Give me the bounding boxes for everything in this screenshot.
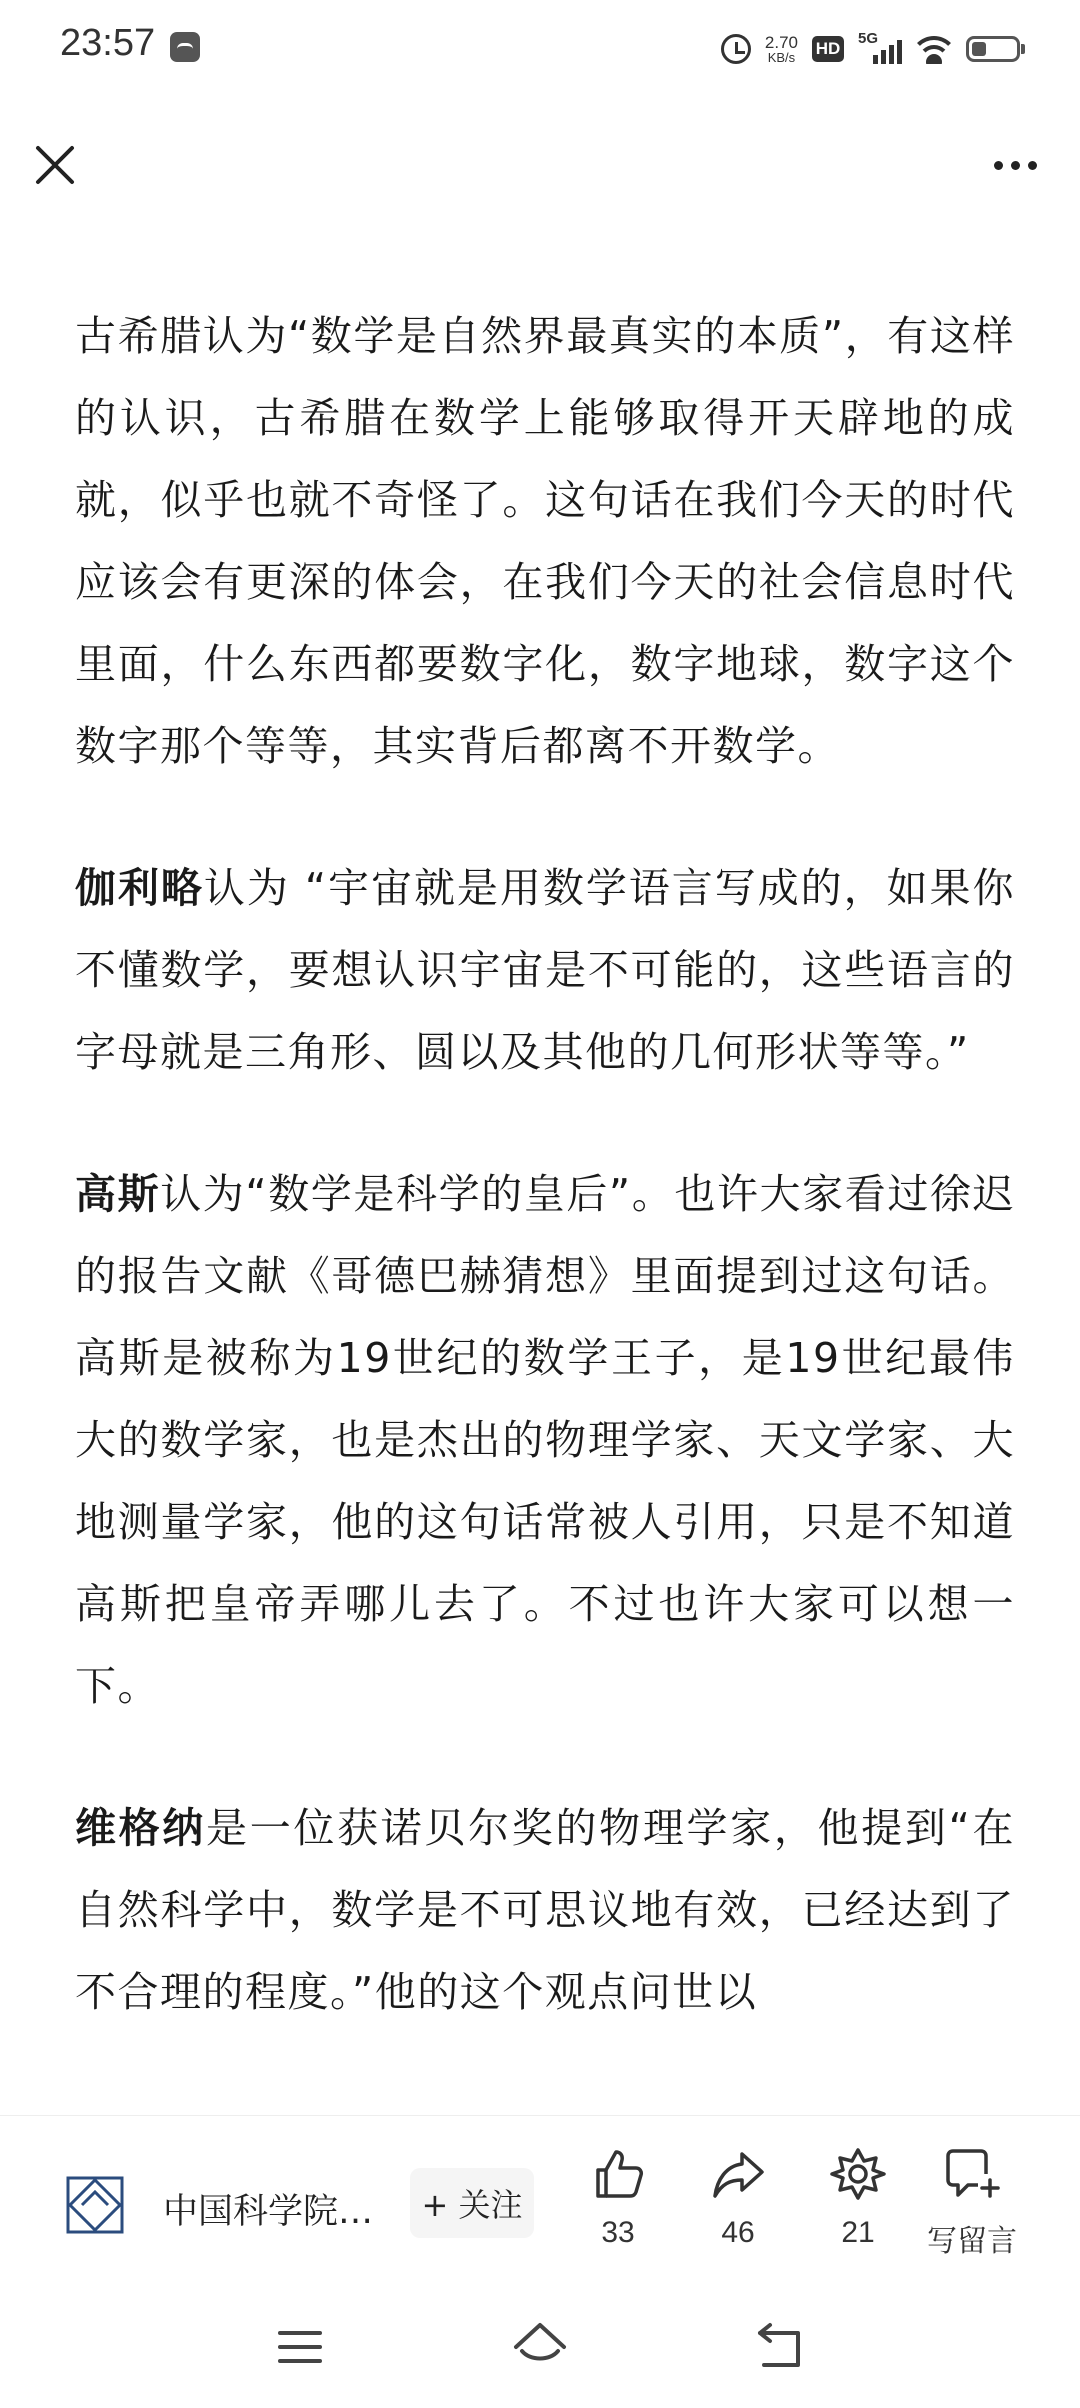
battery-icon [966, 36, 1020, 62]
back-icon[interactable] [750, 2317, 810, 2377]
paragraph-text: 古希腊认为“数学是自然界最真实的本质”，有这样的认识，古希腊在数学上能够取得开天辟地的成就，似乎也就不奇怪了。这句话在我们今天的时代应该会有更深的体会，在我们今天的社会信息时代里面，什么东西都要数字化，数字地球，数字这个数字那个等等，其实背后都离不开数学。 [75, 312, 1015, 770]
more-icon-dot [1011, 161, 1020, 170]
article-paragraph [75, 847, 1015, 1093]
paragraph-text: 认为“数学是科学的皇后”。也许大家看过徐迟的报告文献《哥德巴赫猜想》里面提到过这句话。高斯是被称为19世纪的数学王子，是19世纪最伟大的数学家，也是杰出的物理学家、天文学家、大地测量学家，他的这句话常被人引用，只是不知道高斯把皇帝弄哪儿去了。不过也许大家可以想一下。 [75, 1170, 1015, 1710]
more-icon-dot [1028, 161, 1037, 170]
like-button[interactable] [590, 2146, 646, 2250]
close-icon [30, 140, 80, 190]
highlighted-name: 伽利略 [75, 864, 204, 912]
menu-icon[interactable] [270, 2317, 330, 2377]
comment-add-icon [944, 2146, 1000, 2202]
hd-icon: HD [812, 36, 844, 62]
status-time: 23:57 [60, 22, 156, 64]
more-button[interactable] [980, 140, 1050, 190]
follow-button[interactable]: + 关注 [410, 2168, 534, 2238]
share-arrow-icon [710, 2146, 766, 2202]
write-comment-button[interactable] [927, 2146, 1017, 2260]
write-comment-label: 写留言 [927, 2224, 1017, 2259]
article-body [75, 295, 1015, 2093]
app-notification-icon [170, 32, 200, 62]
home-icon[interactable] [510, 2317, 570, 2377]
wifi-icon [916, 34, 952, 64]
share-button[interactable] [710, 2146, 766, 2250]
status-icons [721, 26, 1020, 72]
network-speed [765, 34, 798, 64]
like-count: 33 [601, 2216, 635, 2249]
highlighted-name: 高斯 [75, 1170, 161, 1218]
close-button[interactable] [30, 140, 80, 190]
bottom-action-bar [0, 2115, 1080, 2286]
signal-type: 5G [858, 30, 879, 47]
collect-count: 21 [841, 2216, 875, 2249]
highlighted-name: 维格纳 [75, 1804, 207, 1852]
network-speed-value: 2.70 [764, 33, 798, 52]
article-paragraph [75, 1153, 1015, 1727]
paragraph-text: 是一位获诺贝尔奖的物理学家，他提到“在自然科学中，数学是不可思议地有效，已经达到了不合理的程度。”他的这个观点问世以 [75, 1804, 1015, 2016]
account-name[interactable]: 中国科学院… [163, 2192, 374, 2232]
account-logo-icon[interactable] [66, 2176, 124, 2234]
status-bar [0, 0, 1080, 100]
network-speed-unit: KB/s [767, 50, 796, 65]
share-count: 46 [721, 2216, 755, 2249]
alarm-icon [721, 34, 751, 64]
signal-icon [858, 32, 902, 66]
collect-star-icon [830, 2146, 886, 2202]
collect-button[interactable] [830, 2146, 886, 2250]
article-paragraph [75, 295, 1015, 787]
thumbs-up-icon [590, 2146, 646, 2202]
paragraph-text: 认为 “宇宙就是用数学语言写成的，如果你不懂数学，要想认识宇宙是不可能的，这些语言的字母就是三角形、圆以及其他的几何形状等等。” [75, 864, 1016, 1076]
more-icon-dot [994, 161, 1003, 170]
article-paragraph [75, 1787, 1015, 2033]
system-navigation-bar [0, 2285, 1080, 2408]
